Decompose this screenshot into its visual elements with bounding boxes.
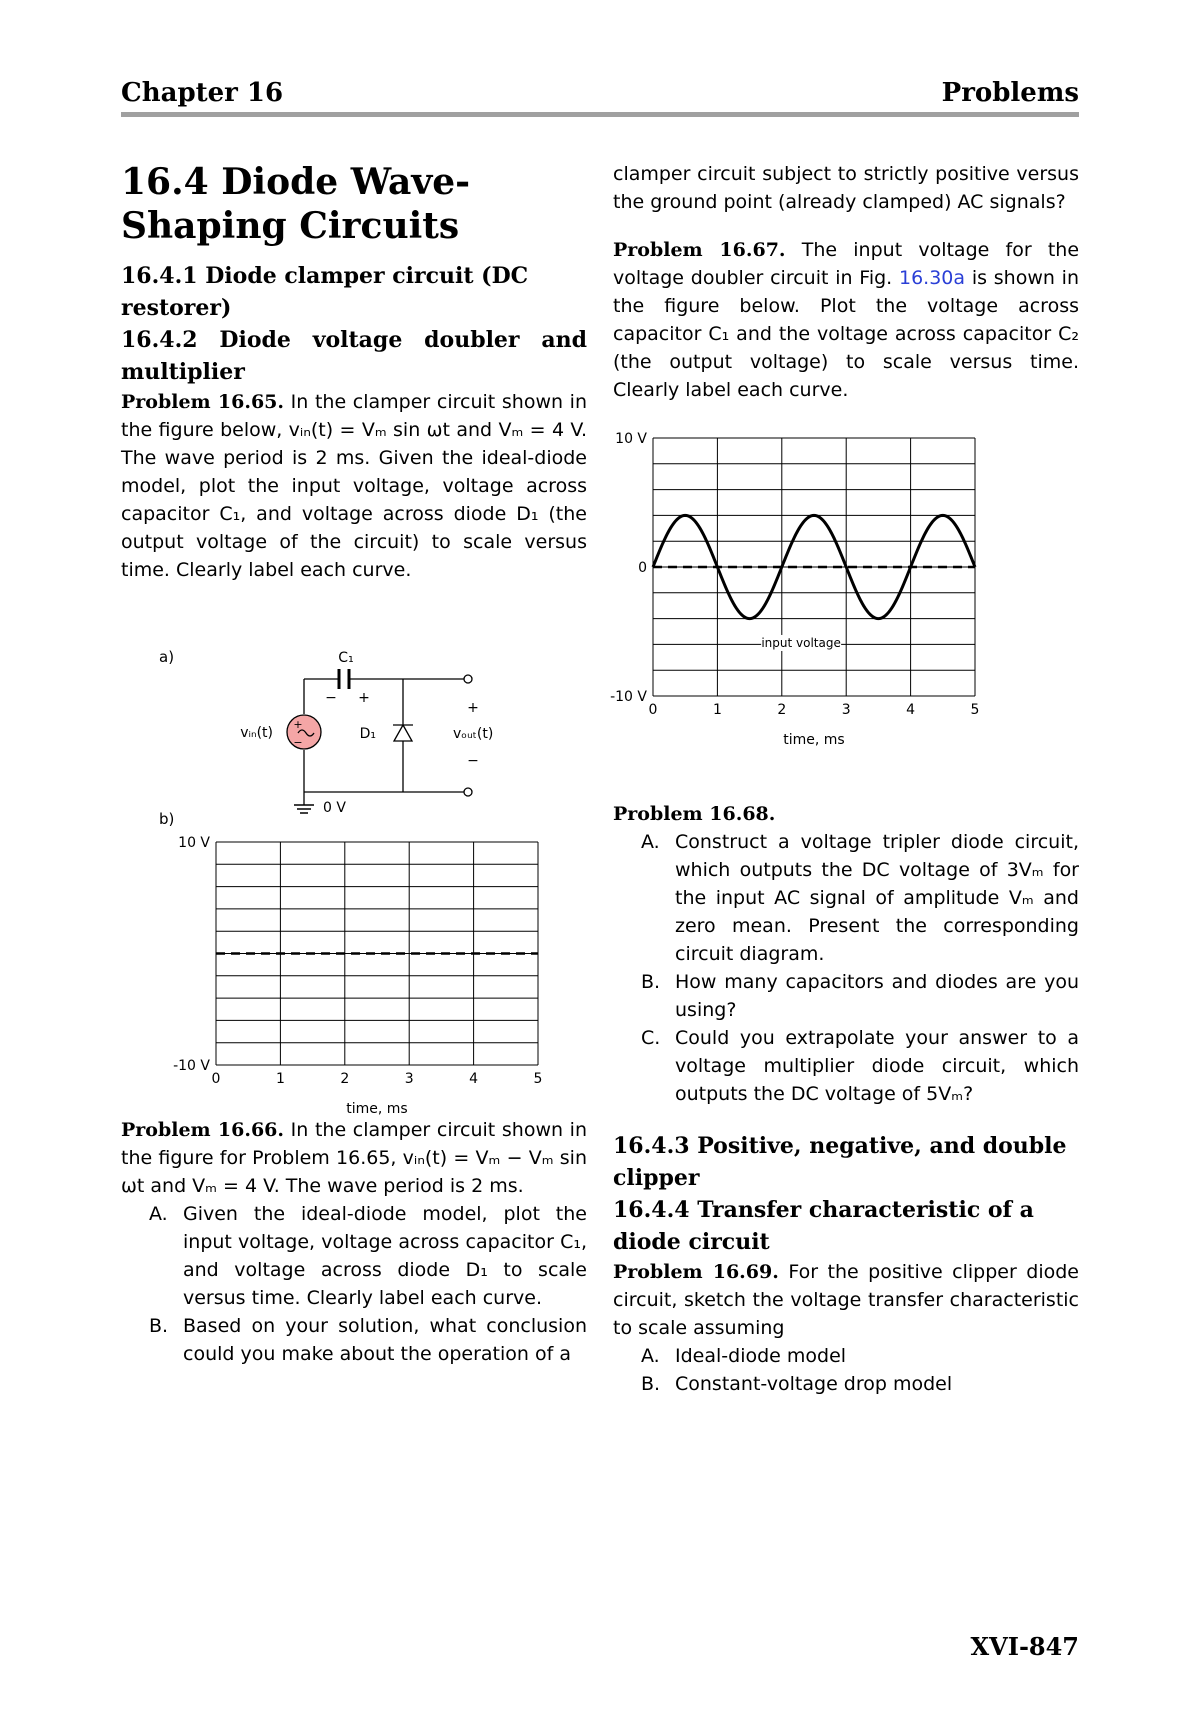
diode-label: D₁ <box>359 726 376 742</box>
source-minus: − <box>293 736 303 749</box>
problem-16-69 <box>613 1258 1079 1342</box>
item-letter: B. <box>641 1373 661 1395</box>
annotation-label: input voltage <box>761 635 841 650</box>
page-number: XVI-847 <box>970 1632 1079 1661</box>
vout-plus: + <box>467 700 479 716</box>
item-text: Construct a voltage tripler diode circuit, which outputs the DC voltage of 3Vₘ for the input AC signal of amplitude Vₘ and zero mean. Present the corresponding circuit diagram. <box>675 831 1079 965</box>
item-letter: B. <box>149 1315 169 1337</box>
item-text: Could you extrapolate your answer to a voltage multiplier diode circuit, which outputs the DC voltage of 5Vₘ? <box>675 1027 1079 1105</box>
problem-16-67-label: Problem 16.67. <box>613 239 786 261</box>
vout-minus: − <box>467 753 479 769</box>
figure-a-label: a) <box>159 648 175 666</box>
problem-16-69-text: For the positive clipper diode circuit, sketch the voltage transfer characteristic to scale assuming <box>613 1261 1079 1339</box>
problem-16-68-items <box>613 828 1079 1108</box>
continued-text: clamper circuit subject to strictly positive versus the ground point (already clamped) AC signals? <box>613 163 1079 213</box>
item-text: Based on your solution, what conclusion could you make about the operation of a <box>183 1315 587 1365</box>
left-column <box>121 160 587 1368</box>
capacitor-minus: − <box>325 690 337 706</box>
item-text: How many capacitors and diodes are you using? <box>675 971 1079 1021</box>
y-tick-label: 10 V <box>615 431 647 447</box>
x-tick-label: 3 <box>404 1071 414 1087</box>
section-header: Problems <box>941 78 1079 108</box>
item-letter: A. <box>641 831 660 853</box>
problem-16-69-items <box>613 1342 1079 1398</box>
item-letter: B. <box>641 971 661 993</box>
subsection-clamper: 16.4.1 Diode clamper circuit (DC restorer) <box>121 263 529 321</box>
list-item <box>121 1200 587 1312</box>
header-rule <box>121 112 1079 117</box>
list-item <box>613 1370 1079 1398</box>
x-axis-label: time, ms <box>346 1101 408 1117</box>
problem-16-68-label: Problem 16.68. <box>613 803 776 825</box>
x-tick-label: 2 <box>777 702 787 718</box>
problem-16-65-label: Problem 16.65. <box>121 391 285 413</box>
output-terminal <box>464 675 472 683</box>
subsection-transfer: 16.4.4 Transfer characteristic of a diode circuit <box>613 1197 1034 1255</box>
right-column <box>610 160 1080 1398</box>
source-plus: + <box>293 718 303 731</box>
list-item <box>613 1342 1079 1370</box>
problem-16-67-text-b: is shown in the figure below. Plot the voltage across capacitor C₁ and the voltage across capacitor C₂ (the output voltage) to scale versus time. Clearly label each curve. <box>613 267 1080 401</box>
x-tick-label: 4 <box>906 702 916 718</box>
problem-16-66-text: In the clamper circuit shown in the figure for Problem 16.65, vᵢₙ(t) = Vₘ − Vₘ sin ωt and Vₘ = 4 V. The wave period is 2 ms. <box>121 1119 587 1197</box>
problem-16-67-text-a: The input voltage for the voltage doubler circuit in Fig. <box>613 239 1080 289</box>
item-letter: A. <box>641 1345 660 1367</box>
vin-label: vᵢₙ(t) <box>240 725 273 741</box>
list-item <box>121 1312 587 1368</box>
x-tick-label: 5 <box>533 1071 543 1087</box>
x-tick-label: 3 <box>841 702 851 718</box>
x-tick-label: 1 <box>275 1071 285 1087</box>
capacitor-label: C₁ <box>338 650 354 666</box>
diode-icon <box>394 725 412 741</box>
item-letter: C. <box>641 1027 661 1049</box>
output-terminal <box>464 788 472 796</box>
problem-16-66-items <box>121 1200 587 1368</box>
item-text: Given the ideal-diode model, plot the input voltage, voltage across capacitor C₁, and voltage across diode D₁ to scale versus time. Clearly label each curve. <box>183 1203 587 1309</box>
x-tick-label: 1 <box>712 702 722 718</box>
capacitor-plus: + <box>358 690 370 706</box>
item-letter: A. <box>149 1203 168 1225</box>
problem-16-66-label: Problem 16.66. <box>121 1119 285 1141</box>
y-tick-label: 0 <box>638 560 647 576</box>
chart-b <box>173 835 542 1117</box>
x-axis-label: time, ms <box>783 732 845 748</box>
y-tick-label: -10 V <box>173 1058 210 1074</box>
figure-b-label: b) <box>159 810 175 828</box>
x-tick-label: 5 <box>970 702 980 718</box>
problem-16-67 <box>613 236 1079 404</box>
problem-16-66 <box>121 1116 587 1200</box>
x-tick-label: 4 <box>469 1071 479 1087</box>
x-tick-label: 2 <box>340 1071 350 1087</box>
problem-16-69-label: Problem 16.69. <box>613 1261 779 1283</box>
x-tick-label: 0 <box>211 1071 221 1087</box>
section-title: 16.4 Diode Wave-Shaping Circuits <box>121 161 471 247</box>
chart-input-voltage <box>610 431 979 748</box>
list-item <box>613 1024 1079 1108</box>
doubler-input-figure <box>610 424 1079 794</box>
list-item <box>613 828 1079 968</box>
problem-16-65-text: In the clamper circuit shown in the figure below, vᵢₙ(t) = Vₘ sin ωt and Vₘ = 4 V. The wave period is 2 ms. Given the ideal-diode model, plot the input voltage, voltage across capacitor C₁, and voltage across diode D₁ (the output voltage of the circuit) to scale versus time. Clearly label each curve. <box>121 391 587 581</box>
problem-16-68 <box>613 800 1079 828</box>
y-tick-label: -10 V <box>610 689 647 705</box>
subsection-clipper: 16.4.3 Positive, negative, and double clipper <box>613 1133 1067 1191</box>
problem-16-65 <box>121 388 587 584</box>
list-item <box>613 968 1079 1024</box>
figure-link[interactable]: 16.30a <box>899 267 966 289</box>
x-tick-label: 0 <box>648 702 658 718</box>
item-text: Ideal-diode model <box>675 1345 847 1367</box>
ground-label: 0 V <box>323 800 346 816</box>
clamper-figure <box>121 602 587 1117</box>
subsection-doubler: 16.4.2 Diode voltage doubler and multiplier <box>121 327 587 385</box>
vout-label: vₒᵤₜ(t) <box>453 726 494 742</box>
chapter-header: Chapter 16 <box>121 78 284 108</box>
ac-source-icon <box>287 715 321 749</box>
y-tick-label: 10 V <box>178 835 210 851</box>
item-text: Constant-voltage drop model <box>675 1373 953 1395</box>
